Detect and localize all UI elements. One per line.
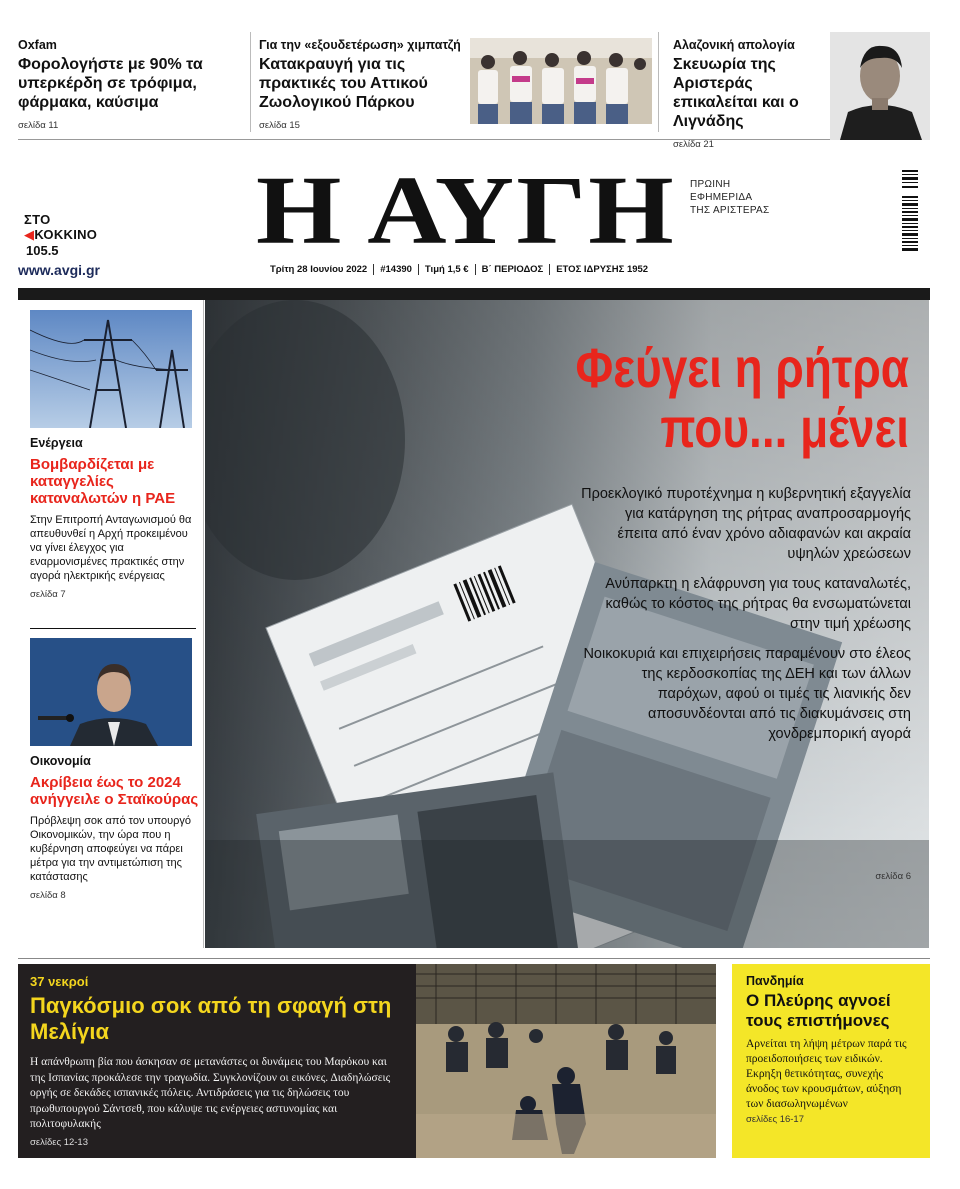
teaser-headline: Κατακραυγή για τις πρακτικές του Αττικού Ζωολογικού Πάρκου [259,56,428,111]
border-clash-photo [416,964,716,1158]
lead-paragraph: Προεκλογικό πυροτέχνημα η κυβερνητική εξαγγελία για κατάργηση της ρήτρας αναπροσαρμογής έπειτα από έναν χρόνο αδιαφανών και ακραία υψηλών χρεώσεων [581,486,911,562]
issue-info-bar [270,264,654,275]
page-reference: σελίδα 7 [30,589,66,600]
pandemic-story[interactable] [732,964,930,1158]
page-reference: σελίδα 8 [30,890,66,901]
story-kicker: 37 νεκροί [30,974,89,989]
radio-logo-text-a: ΣΤΟ [24,212,51,227]
page-reference: σελίδα 15 [259,120,300,131]
website-link[interactable]: www.avgi.gr [18,262,100,278]
section-label: Ενέργεια [30,436,83,450]
lead-summary [581,484,911,754]
lead-headline-line1: Φεύγει η ρήτρα [575,336,909,399]
column-divider [30,628,196,629]
energy-story[interactable] [30,436,200,600]
page-reference: σελίδα 6 [875,871,911,882]
masthead [0,150,960,290]
teaser-kicker: Για την «εξουδετέρωση» χιμπατζή [259,38,461,52]
issue-number: #14390 [374,264,419,275]
minister-photo [30,638,192,746]
lead-headline [532,338,909,458]
teaser-photo-protest [470,32,652,132]
newspaper-title: Η ΑΥΓΗ [256,157,676,265]
page-reference: σελίδες 12-13 [30,1136,88,1148]
radio-logo[interactable] [24,212,124,258]
left-column [18,300,204,948]
radio-logo-text-b: ΚΟΚΚΙΝΟ [34,227,98,242]
teaser-kicker: Oxfam [18,38,57,52]
lead-paragraph: Νοικοκυριά και επιχειρήσεις παραμένουν στο έλεος της κερδοσκοπίας της ΔΕΗ και των άλλων παρόχων, αφού οι τιμές τις λιανικής δεν αποσυνδέονται από τις διακυμάνσεις στη χονδρεμπορική αγορά [583,646,911,742]
lead-paragraph: Ανύπαρκτη η ελάφρυνση για τους καταναλωτές, καθώς το κόστος της ρήτρας θα ενσωματώνεται στην τιμή χρέωσης [605,576,911,632]
teaser-lignadis[interactable] [658,32,930,150]
story-kicker: Πανδημία [746,974,804,988]
story-summary: Η απάνθρωπη βία που άσκησαν σε μετανάστες οι δυνάμεις του Μαρόκου και της Ισπανίας προκάλεσε την τραγωδία. Συγκλονίζουν οι εικόνες. Διαδηλώσεις οργής σε δεκάδες ισπανικές πόλεις. Αντιδράσεις για τις δηλώσεις του πρωθυπουργού Σάντσεθ, που κάλυψε τις ενέργειες αστυνομίας και πολιτοφυλακής [30,1056,391,1130]
page-reference: σελίδα 11 [18,120,59,131]
power-lines-photo [30,310,192,428]
story-headline: Παγκόσμιο σοκ από τη σφαγή στη Μελίγια [30,993,392,1044]
story-summary: Πρόβλεψη σοκ από τον υπουργό Οικονομικών, την ώρα που η κυβέρνηση αποφεύγει να πάρει μέτρα για την αντιμετώπιση της κατάστασης [30,815,191,883]
radio-frequency: 105.5 [26,243,59,258]
page-reference: σελίδες 16-17 [746,1114,804,1125]
protest-photo [470,38,652,124]
founding-year: ΕΤΟΣ ΙΔΡΥΣΗΣ 1952 [556,264,649,275]
teaser-headline: Φορολογήστε με 90% τα υπερκέρδη σε τρόφιμα, φάρμακα, καύσιμα [18,56,203,111]
economy-story[interactable] [30,754,200,901]
story-headline: Βομβαρδίζεται με καταγγελίες καταναλωτών η ΡΑΕ [30,456,176,507]
barcode [900,170,922,274]
portrait-photo [830,32,930,140]
newspaper-tagline [690,178,770,217]
page-reference: σελίδα 21 [673,139,714,150]
story-summary: Αρνείται τη λήψη μέτρων παρά τις προειδοποιήσεις των ειδικών. Εκρηξη θετικότητας, συνεχής άνοδος των κρουσμάτων, αύξηση των διασωληνωμένων [746,1038,907,1110]
issue-date: Τρίτη 28 Ιουνίου 2022 [270,264,374,275]
teaser-zoo[interactable] [250,32,472,132]
radio-logo-line1 [24,212,124,243]
bottom-section [18,958,930,1158]
tagline-line: ΠΡΩΙΝΗ [690,179,731,190]
story-headline: Ακρίβεια έως το 2024 ανήγγειλε ο Σταϊκούρας [30,774,199,808]
masthead-divider-bar [18,288,930,300]
radio-arrow-icon: ◀ [24,227,35,242]
lead-story[interactable] [205,300,929,948]
section-label: Οικονομία [30,754,91,768]
section-divider [18,958,930,959]
teaser-headline: Σκευωρία της Αριστεράς επικαλείται και ο Λιγνάδης [673,56,799,130]
teaser-kicker: Αλαζονική απολογία [673,38,795,52]
issue-price: Τιμή 1,5 € [419,264,476,275]
story-headline: Ο Πλεύρης αγνοεί τους επιστήμονες [746,991,891,1030]
tagline-line: ΤΗΣ ΑΡΙΣΤΕΡΑΣ [690,205,770,216]
top-teasers [18,32,930,150]
teaser-oxfam[interactable] [18,32,238,132]
story-summary: Στην Επιτροπή Ανταγωνισμού θα απευθυνθεί η Αρχή προκειμένου να γίνει έλεγχος για εναρμονισμένες πρακτικές στην αγορά ηλεκτρικής ενέργειας [30,514,192,582]
tagline-line: ΕΦΗΜΕΡΙΔΑ [690,192,753,203]
lead-headline-line2: που... μένει [660,396,909,459]
issue-period: Β΄ ΠΕΡΙΟΔΟΣ [476,264,551,275]
melilla-story[interactable] [18,964,416,1158]
